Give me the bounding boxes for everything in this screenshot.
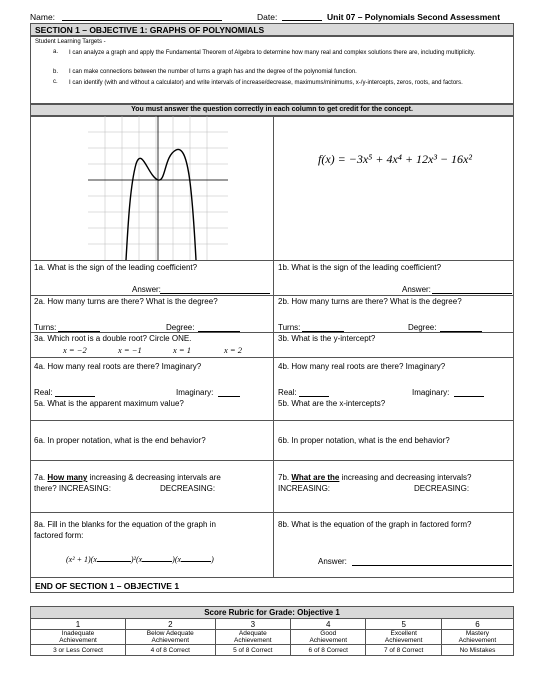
row-line-5 <box>30 420 514 421</box>
row-line-3 <box>30 332 514 333</box>
row-line-7 <box>30 512 514 513</box>
rubric-level-4-ach: Achievement <box>309 637 348 644</box>
root-option-3[interactable]: x = 1 <box>173 345 192 355</box>
date-field[interactable] <box>282 20 322 21</box>
turns-2a-field[interactable] <box>58 331 100 332</box>
imaginary-4b-field[interactable] <box>454 396 484 397</box>
rubric-level-3-title: Adequate <box>238 630 267 637</box>
rubric-level-1-score: 3 or Less Correct <box>31 645 126 656</box>
formula-part-3: )(x <box>172 555 182 564</box>
graph-curve <box>126 149 196 260</box>
decreasing-7a-label: DECREASING: <box>160 484 216 493</box>
question-7a-rest: increasing & decreasing intervals are <box>89 473 221 482</box>
imaginary-4a-field[interactable] <box>218 396 240 397</box>
answer-8b-field[interactable] <box>352 565 512 566</box>
section-title: SECTION 1 – OBJECTIVE 1: GRAPHS OF POLYNOMIALS <box>35 25 265 35</box>
question-7b <box>278 473 471 482</box>
rubric-level-6-name <box>441 630 513 645</box>
increasing-7b-label: INCREASING: <box>278 484 331 493</box>
rubric-level-2-num: 2 <box>125 619 215 630</box>
factored-form-template <box>66 555 214 564</box>
target-b-text: I can make connections between the number of turns a graph has and the degree of the polynomial function. <box>69 69 357 75</box>
rubric-level-3-num: 3 <box>215 619 290 630</box>
rubric-level-3-ach: Achievement <box>234 637 272 644</box>
rubric-title: Score Rubric for Grade: Objective 1 <box>31 607 514 619</box>
question-6a: 6a. In proper notation, what is the end behavior? <box>34 436 206 445</box>
question-7a <box>34 473 221 482</box>
function-label: f(x) = −3x⁵ + 4x⁴ + 12x³ − 16x² <box>318 152 472 166</box>
degree-2b-label: Degree: <box>408 323 437 332</box>
target-c-text: I can identify (with and without a calculator) and write intervals of increase/decrease, maximums/minimums, x-/y-intercepts, zeros, roots, and factors. <box>69 80 463 86</box>
rubric-level-4-num: 4 <box>291 619 366 630</box>
rubric-level-2-title: Below Adequate <box>146 630 194 637</box>
rubric-level-3-score: 5 of 8 Correct <box>215 645 290 656</box>
question-2b: 2b. How many turns are there? What is the degree? <box>278 297 462 306</box>
name-label: Name: <box>30 12 56 22</box>
question-1b: 1b. What is the sign of the leading coefficient? <box>278 263 442 272</box>
rubric-level-1-title: Inadequate <box>61 630 95 637</box>
question-7a-prefix: 7a. <box>34 473 46 482</box>
answer-1a-field[interactable] <box>160 293 270 294</box>
answer-1b-label: Answer: <box>402 285 431 294</box>
question-7b-emphasis: What are the <box>291 473 340 482</box>
row-line-2 <box>30 295 514 296</box>
imaginary-4a-label: Imaginary: <box>176 388 214 397</box>
question-4b: 4b. How many real roots are there? Imaginary? <box>278 362 446 371</box>
question-7a-emphasis: How many <box>47 473 88 482</box>
answer-8b-label: Answer: <box>318 557 347 566</box>
target-a-text: I can analyze a graph and apply the Fundamental Theorem of Algebra to determine how many real and complex solutions there are, including multiplicity. <box>69 50 476 56</box>
instruction-text: You must answer the question correctly in each column to get credit for the concept. <box>131 106 413 113</box>
question-5a: 5a. What is the apparent maximum value? <box>34 399 184 408</box>
root-option-4[interactable]: x = 2 <box>224 345 243 355</box>
formula-part-1: (x² + 1)(x <box>66 555 97 564</box>
question-6b: 6b. In proper notation, what is the end behavior? <box>278 436 450 445</box>
rubric-level-2-score: 4 of 8 Correct <box>125 645 215 656</box>
rubric-level-6-num: 6 <box>441 619 513 630</box>
learning-targets <box>30 36 514 104</box>
root-option-1[interactable]: x = −2 <box>63 345 87 355</box>
question-7b-prefix: 7b. <box>278 473 290 482</box>
factor-blank-3[interactable] <box>181 561 211 562</box>
name-field[interactable] <box>62 20 222 21</box>
turns-2b-label: Turns: <box>278 323 301 332</box>
target-c-letter: c. <box>53 79 58 85</box>
formula-part-4: ) <box>211 555 214 564</box>
rubric-level-5-title: Excellent <box>390 630 417 637</box>
degree-2b-field[interactable] <box>440 331 482 332</box>
rubric-level-4-title: Good <box>320 630 337 637</box>
real-4a-label: Real: <box>34 388 53 397</box>
turns-2b-field[interactable] <box>302 331 344 332</box>
imaginary-4b-label: Imaginary: <box>412 388 450 397</box>
rubric-level-6-ach: Achievement <box>458 637 497 644</box>
rubric-level-6-title: Mastery <box>465 630 490 637</box>
targets-label: Student Learning Targets - <box>35 39 106 45</box>
rubric-level-5-num: 5 <box>366 619 441 630</box>
question-3a: 3a. Which root is a double root? Circle ONE. <box>34 334 192 343</box>
question-1a: 1a. What is the sign of the leading coefficient? <box>34 263 198 272</box>
question-8a-line2: factored form: <box>34 531 84 540</box>
target-b-letter: b. <box>53 69 59 75</box>
unit-title: Unit 07 – Polynomials Second Assessment <box>327 12 501 22</box>
rubric-level-4-score: 6 of 8 Correct <box>291 645 366 656</box>
rubric-level-2-ach: Achievement <box>151 637 190 644</box>
row-line-1 <box>30 260 514 261</box>
question-3b: 3b. What is the y-intercept? <box>278 334 376 343</box>
turns-2a-label: Turns: <box>34 323 57 332</box>
rubric-level-6-score: No Mistakes <box>441 645 513 656</box>
question-8b: 8b. What is the equation of the graph in factored form? <box>278 520 472 529</box>
rubric-level-1-ach: Achievement <box>59 637 97 644</box>
row-line-6 <box>30 460 514 461</box>
answer-1a-label: Answer: <box>132 285 161 294</box>
section-title-bar <box>30 23 514 36</box>
question-2a: 2a. How many turns are there? What is the degree? <box>34 297 218 306</box>
degree-2a-field[interactable] <box>198 331 240 332</box>
factor-blank-1[interactable] <box>97 561 131 562</box>
degree-2a-label: Degree: <box>166 323 195 332</box>
rubric-level-4-name <box>291 630 366 645</box>
rubric-level-5-name <box>366 630 441 645</box>
question-7a-line2: there? INCREASING: <box>34 484 111 493</box>
row-line-4 <box>30 357 514 358</box>
answer-1b-field[interactable] <box>432 293 512 294</box>
question-5b: 5b. What are the x-intercepts? <box>278 399 386 408</box>
real-4a-field[interactable] <box>55 396 95 397</box>
rubric-level-3-name <box>215 630 290 645</box>
instruction-bar <box>30 104 514 116</box>
question-4a: 4a. How many real roots are there? Imaginary? <box>34 362 202 371</box>
rubric-level-1-name <box>31 630 126 645</box>
root-option-2[interactable]: x = −1 <box>118 345 142 355</box>
rubric-level-1-num: 1 <box>31 619 126 630</box>
question-7b-rest: increasing and decreasing intervals? <box>341 473 472 482</box>
polynomial-graph <box>88 116 228 260</box>
real-4b-field[interactable] <box>299 396 329 397</box>
rubric-level-2-name <box>125 630 215 645</box>
question-8a-line1: 8a. Fill in the blanks for the equation of the graph in <box>34 520 216 529</box>
score-rubric <box>30 606 514 656</box>
date-label: Date: <box>257 12 278 22</box>
end-section-title: END OF SECTION 1 – OBJECTIVE 1 <box>35 581 180 591</box>
target-a-letter: a. <box>53 49 59 55</box>
end-section-bar <box>30 577 514 593</box>
decreasing-7b-label: DECREASING: <box>414 484 470 493</box>
real-4b-label: Real: <box>278 388 297 397</box>
graph-svg <box>88 116 228 260</box>
column-divider <box>273 116 274 577</box>
formula-part-2: )²(x <box>130 555 143 564</box>
factor-blank-2[interactable] <box>142 561 172 562</box>
rubric-level-5-score: 7 of 8 Correct <box>366 645 441 656</box>
rubric-level-5-ach: Achievement <box>384 637 423 644</box>
